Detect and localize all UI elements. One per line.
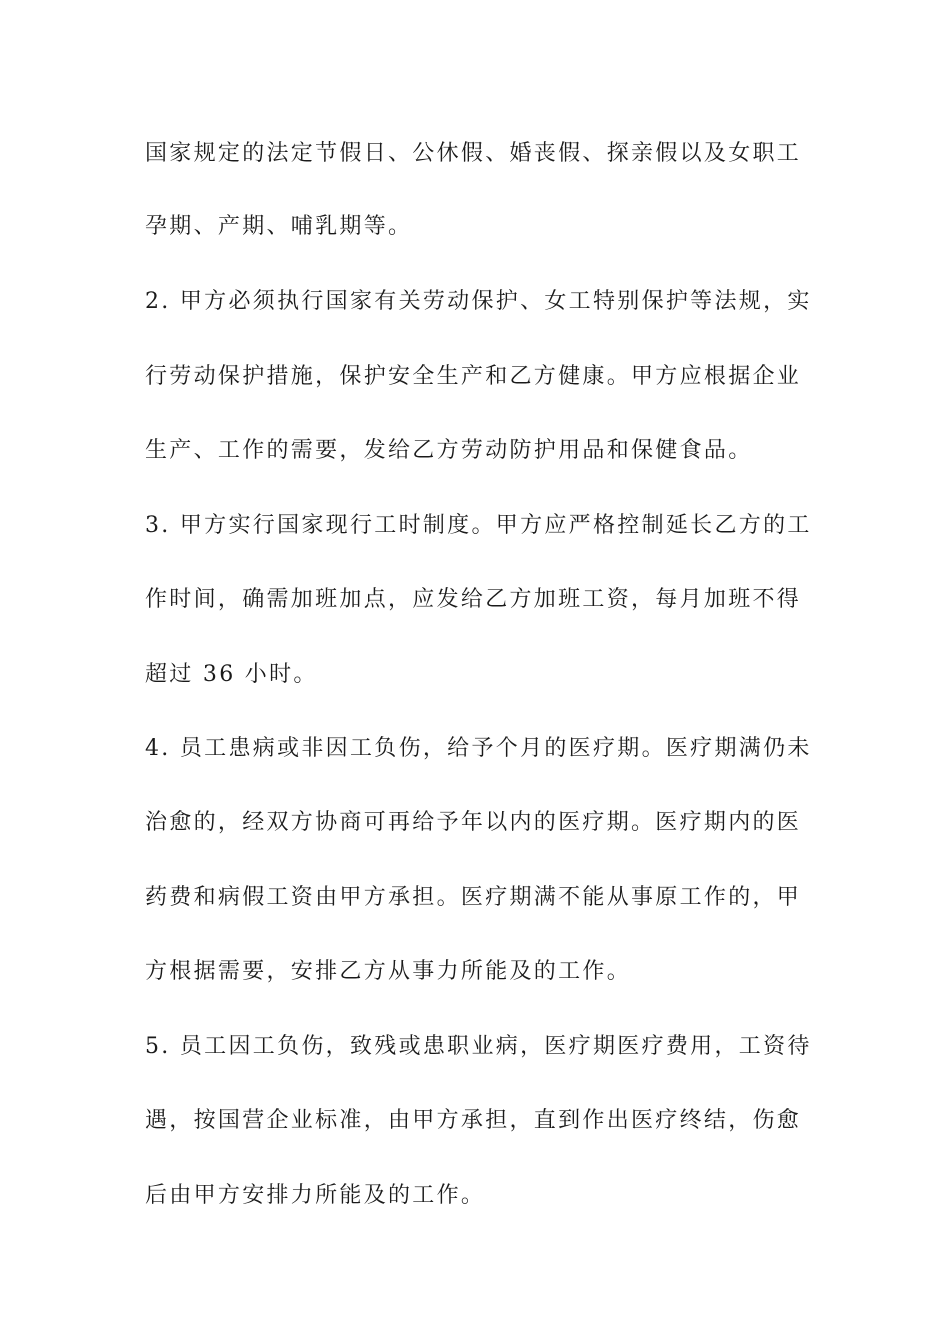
text-line: 治愈的，经双方协商可再给予年以内的医疗期。医疗期内的医	[145, 810, 802, 835]
text-line: 超过 36 小时。	[145, 662, 318, 687]
text-line: 行劳动保护措施，保护安全生产和乙方健康。甲方应根据企业	[145, 364, 802, 389]
text-line: 3. 甲方实行国家现行工时制度。甲方应严格控制延长乙方的工	[145, 513, 812, 538]
text-line: 作时间，确需加班加点，应发给乙方加班工资，每月加班不得	[145, 587, 802, 612]
text-line: 孕期、产期、哺乳期等。	[145, 214, 413, 239]
text-line: 生产、工作的需要，发给乙方劳动防护用品和保健食品。	[145, 438, 753, 463]
text-line: 4. 员工患病或非因工负伤，给予个月的医疗期。医疗期满仍未	[145, 736, 812, 761]
text-line: 后由甲方安排力所能及的工作。	[145, 1183, 486, 1208]
text-line: 药费和病假工资由甲方承担。医疗期满不能从事原工作的，甲	[145, 885, 802, 910]
text-line: 遇，按国营企业标准，由甲方承担，直到作出医疗终结，伤愈	[145, 1108, 802, 1133]
text-line: 2. 甲方必须执行国家有关劳动保护、女工特别保护等法规，实	[145, 289, 812, 314]
text-line: 5. 员工因工负伤，致残或患职业病，医疗期医疗费用，工资待	[145, 1034, 812, 1059]
text-line: 方根据需要，安排乙方从事力所能及的工作。	[145, 959, 632, 984]
text-line: 国家规定的法定节假日、公休假、婚丧假、探亲假以及女职工	[145, 141, 802, 166]
